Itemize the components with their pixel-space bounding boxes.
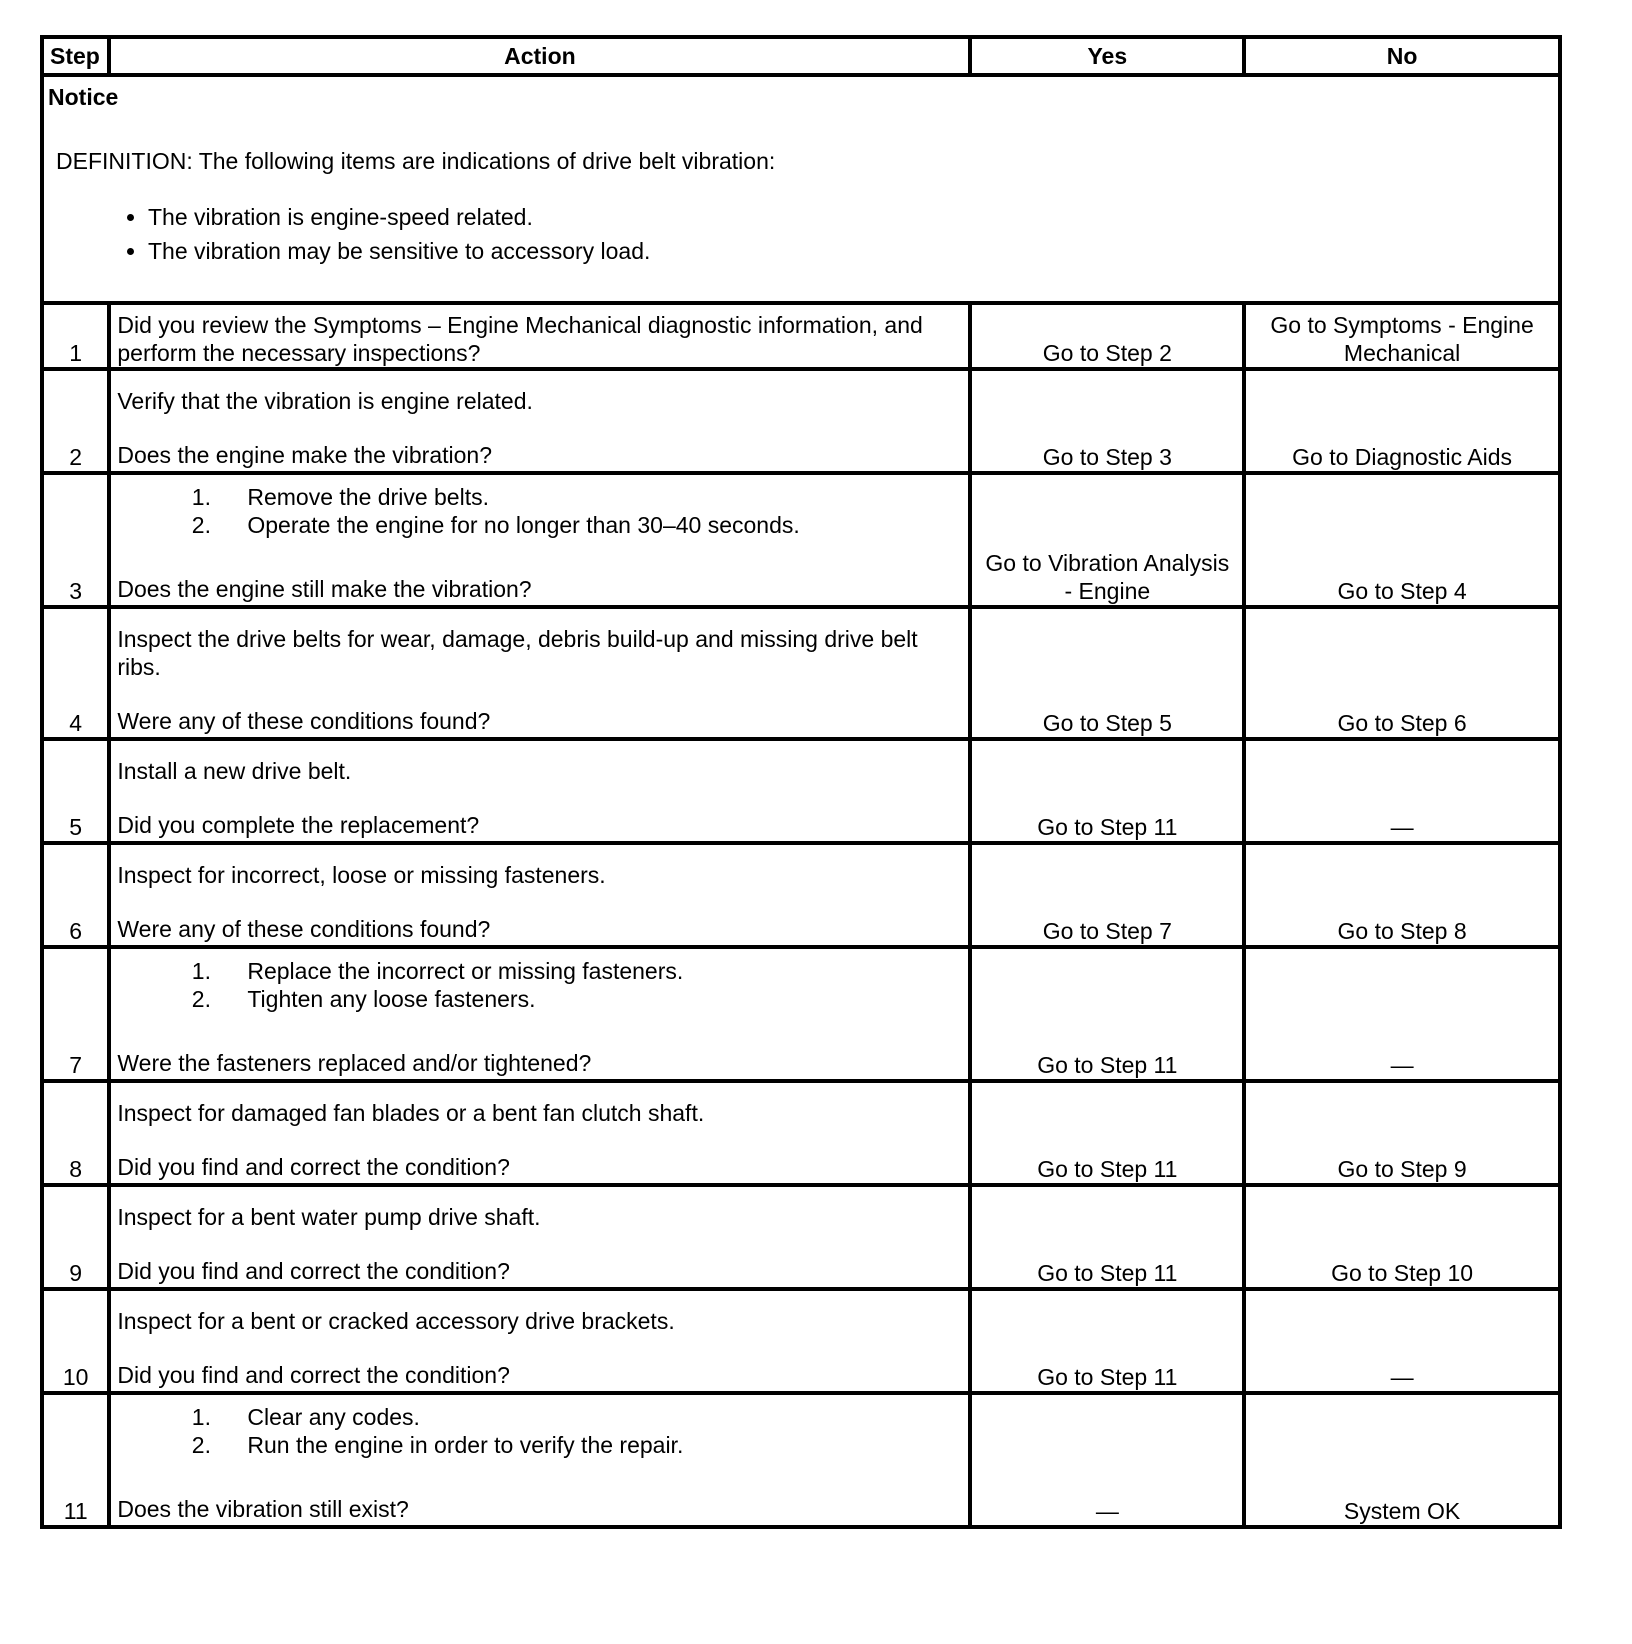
no-result: Go to Step 4 (1244, 473, 1560, 607)
step-row (42, 303, 1560, 369)
notice-definition: DEFINITION: The following items are indications of drive belt vibration: (56, 148, 776, 174)
step-row (42, 843, 1560, 947)
step-row (42, 1393, 1560, 1527)
action-text: Inspect for incorrect, loose or missing fasteners. (117, 862, 606, 888)
no-result: Go to Step 9 (1244, 1081, 1560, 1185)
step-action (109, 369, 970, 473)
action-list (117, 957, 962, 1013)
step-number: 1 (42, 303, 109, 369)
no-result: Go to Step 8 (1244, 843, 1560, 947)
no-result: Go to Symptoms - Engine Mechanical (1244, 303, 1560, 369)
action-list (117, 1403, 962, 1459)
yes-result: Go to Step 2 (970, 303, 1244, 369)
step-number: 9 (42, 1185, 109, 1289)
action-question: Were the fasteners replaced and/or tightened? (117, 1050, 592, 1076)
action-text: Inspect for damaged fan blades or a bent fan clutch shaft. (117, 1100, 705, 1126)
step-header: Step (42, 37, 109, 75)
action-text: Inspect for a bent water pump drive shaft. (117, 1204, 541, 1230)
action-text: Install a new drive belt. (117, 758, 352, 784)
action-question: Were any of these conditions found? (117, 708, 491, 734)
yes-result: Go to Step 5 (970, 607, 1244, 739)
yes-result: Go to Step 3 (970, 369, 1244, 473)
step-number: 2 (42, 369, 109, 473)
notice-title: Notice (48, 84, 119, 110)
step-row (42, 947, 1560, 1081)
yes-result: Go to Step 11 (970, 1081, 1244, 1185)
action-question: Does the engine make the vibration? (117, 442, 492, 468)
action-list-item: 1. Replace the incorrect or missing fasteners. (217, 957, 962, 985)
no-result: — (1244, 1289, 1560, 1393)
no-header: No (1244, 37, 1560, 75)
diagnostic-table (40, 35, 1562, 1529)
step-action (109, 739, 970, 843)
action-list (117, 483, 962, 539)
notice-row (42, 75, 1560, 303)
action-question: Does the engine still make the vibration? (117, 576, 532, 602)
action-question: Did you complete the replacement? (117, 812, 480, 838)
step-number: 8 (42, 1081, 109, 1185)
action-list-item: 1. Remove the drive belts. (217, 483, 962, 511)
step-number: 7 (42, 947, 109, 1081)
no-result: Go to Step 6 (1244, 607, 1560, 739)
yes-result: Go to Step 7 (970, 843, 1244, 947)
action-question: Did you find and correct the condition? (117, 1258, 510, 1284)
action-question: Were any of these conditions found? (117, 916, 491, 942)
action-list-item: 2. Run the engine in order to verify the repair. (217, 1431, 962, 1459)
action-text: Inspect for a bent or cracked accessory drive brackets. (117, 1308, 675, 1334)
yes-result: Go to Vibration Analysis - Engine (970, 473, 1244, 607)
yes-result: Go to Step 11 (970, 1289, 1244, 1393)
notice-cell (42, 75, 1560, 303)
step-row (42, 369, 1560, 473)
yes-result: — (970, 1393, 1244, 1527)
no-result: System OK (1244, 1393, 1560, 1527)
yes-result: Go to Step 11 (970, 739, 1244, 843)
action-question: Did you find and correct the condition? (117, 1362, 510, 1388)
action-question: Does the vibration still exist? (117, 1496, 409, 1522)
yes-result: Go to Step 11 (970, 947, 1244, 1081)
step-number: 10 (42, 1289, 109, 1393)
action-header: Action (109, 37, 970, 75)
step-action (109, 1185, 970, 1289)
header-row (42, 37, 1560, 75)
action-list-item: 2. Operate the engine for no longer than 30–40 seconds. (217, 511, 962, 539)
step-number: 3 (42, 473, 109, 607)
step-row (42, 473, 1560, 607)
step-action (109, 607, 970, 739)
step-action (109, 1289, 970, 1393)
action-list-item: 2. Tighten any loose fasteners. (217, 985, 962, 1013)
step-row (42, 1081, 1560, 1185)
no-result: — (1244, 947, 1560, 1081)
step-number: 6 (42, 843, 109, 947)
action-question: Did you find and correct the condition? (117, 1154, 510, 1180)
step-action (109, 947, 970, 1081)
action-text: Verify that the vibration is engine related. (117, 388, 533, 414)
notice-list (48, 203, 1552, 265)
yes-result: Go to Step 11 (970, 1185, 1244, 1289)
notice-item: • The vibration is engine-speed related. (148, 203, 1552, 231)
step-action (109, 473, 970, 607)
step-row (42, 607, 1560, 739)
action-text: Did you review the Symptoms – Engine Mechanical diagnostic information, and perform the necessary inspections? (117, 312, 923, 366)
no-result: Go to Step 10 (1244, 1185, 1560, 1289)
step-row (42, 739, 1560, 843)
step-row (42, 1185, 1560, 1289)
step-action (109, 1081, 970, 1185)
step-row (42, 1289, 1560, 1393)
step-action (109, 1393, 970, 1527)
yes-header: Yes (970, 37, 1244, 75)
action-text: Inspect the drive belts for wear, damage, debris build-up and missing drive belt ribs. (117, 626, 918, 680)
step-number: 11 (42, 1393, 109, 1527)
no-result: Go to Diagnostic Aids (1244, 369, 1560, 473)
action-list-item: 1. Clear any codes. (217, 1403, 962, 1431)
no-result: — (1244, 739, 1560, 843)
notice-item: • The vibration may be sensitive to accessory load. (148, 237, 1552, 265)
step-number: 5 (42, 739, 109, 843)
step-action (109, 303, 970, 369)
step-number: 4 (42, 607, 109, 739)
step-action (109, 843, 970, 947)
